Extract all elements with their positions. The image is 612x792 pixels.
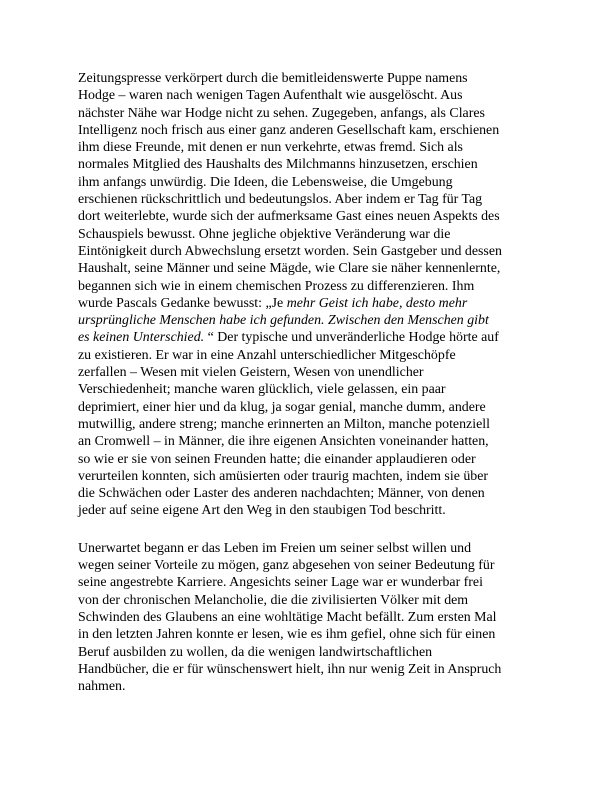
quote-prefix: wurde Pascals Gedanke bewusst: „Je	[78, 295, 287, 311]
text-line: verurteilen konnten, sich amüsierten oder traurig machten, indem sie über	[78, 468, 489, 484]
text-line: ihm anfangs unwürdig. Die Ideen, die Lebensweise, die Umgebung	[78, 174, 453, 190]
text-line: Eintönigkeit durch Abwechslung ersetzt worden. Sein Gastgeber und dessen	[78, 243, 502, 259]
text-line: zu existieren. Er war in eine Anzahl unterschiedlicher Mitgeschöpfe	[78, 347, 456, 363]
text-line: zerfallen – Wesen mit vielen Geistern, Wesen von unendlicher	[78, 365, 424, 381]
document-page	[78, 70, 544, 715]
paragraph-2	[78, 540, 544, 696]
text-line: von der chronischen Melancholie, die die zivilisierten Völker mit dem	[78, 592, 469, 608]
text-line: deprimiert, einer hier und da klug, ja sogar genial, manche dumm, andere	[78, 399, 486, 415]
text-line: Schwinden des Glaubens an eine wohltätige Macht befällt. Zum ersten Mal	[78, 609, 497, 625]
text-line: mutwillig, andere streng; manche erinnerten an Milton, manche potenziell	[78, 416, 490, 432]
text-line: wegen seiner Vorteile zu mögen, ganz abgesehen von seiner Bedeutung für	[78, 558, 495, 574]
text-line: Hodge – waren nach wenigen Tagen Aufenthalt wie ausgelöscht. Aus	[78, 88, 463, 104]
text-line: nächster Nähe war Hodge nicht zu sehen. Zugegeben, anfangs, als Clares	[78, 105, 485, 121]
quote-line	[78, 295, 544, 312]
quote-suffix: “ Der typische und unveränderliche Hodge hörte auf	[204, 330, 499, 346]
text-line: seine angestrebte Karriere. Angesichts seiner Lage war er wunderbar frei	[78, 575, 483, 591]
text-line: so wie er sie von seinen Freunden hatte; die einander applaudieren oder	[78, 451, 476, 467]
quote-italic: mehr Geist ich habe, desto mehr	[286, 295, 468, 311]
paragraph-1	[78, 70, 544, 520]
text-line: normales Mitglied des Haushalts des Milchmanns hinzusetzen, erschien	[78, 157, 478, 173]
text-line: an Cromwell – in Männer, die ihre eigenen Ansichten voneinander hatten,	[78, 434, 489, 450]
text-line: die Schwächen oder Laster des anderen nachdachten; Männer, von denen	[78, 486, 485, 502]
text-line: jeder auf seine eigene Art den Weg in den staubigen Tod beschritt.	[78, 503, 446, 519]
text-line: Haushalt, seine Männer und seine Mägde, wie Clare sie näher kennenlernte,	[78, 261, 501, 277]
quote-line	[78, 329, 544, 346]
text-line: erschienen rückschrittlich und bedeutungslos. Aber indem er Tag für Tag	[78, 192, 483, 208]
text-line: in den letzten Jahren konnte er lesen, wie es ihm gefiel, ohne sich für einen	[78, 627, 496, 643]
text-line: Beruf ausbilden zu wollen, da die wenigen landwirtschaftlichen	[78, 644, 433, 660]
quote-line	[78, 312, 544, 329]
quote-italic: ursprüngliche Menschen habe ich gefunden. Zwischen den Menschen gibt	[78, 313, 489, 329]
text-line: Unerwartet begann er das Leben im Freien um seiner selbst willen und	[78, 540, 472, 556]
text-line: Handbücher, die er für wünschenswert hielt, ihn nur wenig Zeit in Anspruch	[78, 661, 502, 677]
text-line: nahmen.	[78, 679, 126, 695]
text-line: Intelligenz noch frisch aus einer ganz anderen Gesellschaft kam, erschienen	[78, 122, 500, 138]
text-line: Zeitungspresse verkörpert durch die bemitleidenswerte Puppe namens	[78, 71, 468, 86]
text-line: begannen sich wie in einem chemischen Prozess zu differenzieren. Ihm	[78, 278, 475, 294]
text-line: ihm diese Freunde, mit denen er nun verkehrte, etwas fremd. Sich als	[78, 140, 463, 156]
text-line: Schauspiels bewusst. Ohne jegliche objektive Veränderung war die	[78, 226, 451, 242]
quote-italic: es keinen Unterschied.	[78, 330, 205, 346]
text-line: Verschiedenheit; manche waren glücklich, viele gelassen, ein paar	[78, 382, 446, 398]
text-line: dort weiterlebte, wurde sich der aufmerksame Gast eines neuen Aspekts des	[78, 209, 500, 225]
